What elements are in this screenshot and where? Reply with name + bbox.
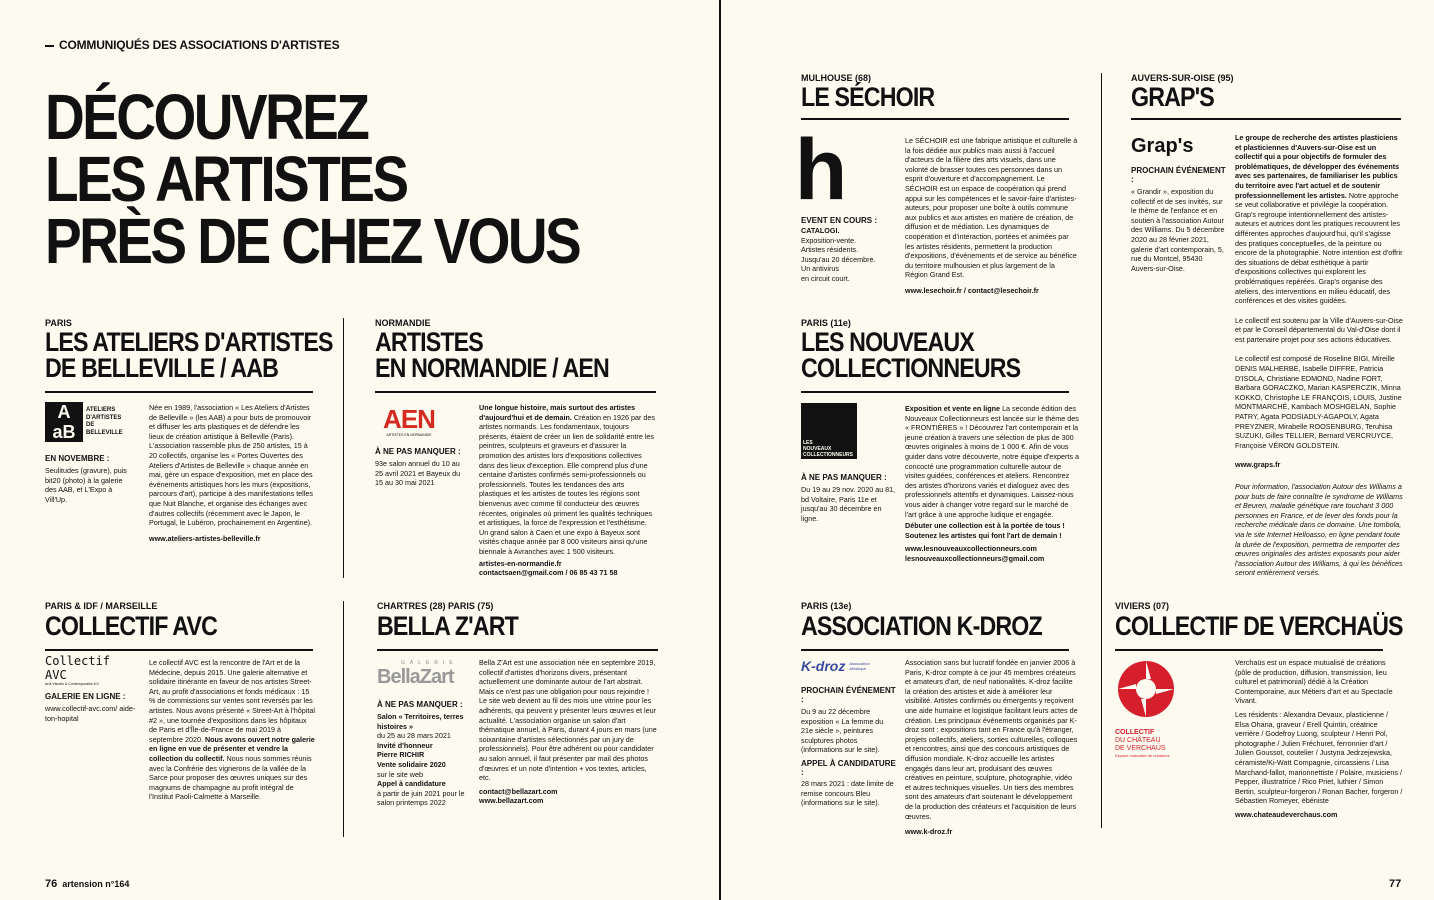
section-aab bbox=[45, 318, 333, 393]
aab-side bbox=[45, 402, 135, 504]
avc-logo: Collectif AVC Arts Visuels & Contemporains 6.0 bbox=[45, 654, 111, 686]
section-city: AUVERS-SUR-OISE (95) bbox=[1131, 73, 1234, 83]
section-sechoir bbox=[801, 73, 1069, 120]
column-divider bbox=[1101, 73, 1102, 828]
kdroz-side-text-2: 28 mars 2021 : date limite de remise concours Bleu (informations sur le site). bbox=[801, 778, 894, 808]
aen-side-text: 93e salon annuel du 10 au 25 avril 2021 et Bayeux du 15 au 30 mai 2021 bbox=[375, 459, 461, 488]
sechoir-side-text: CATALOGI. Exposition-vente. Artistes résidents. Jusqu'au 20 décembre. Un antivirus en circuit court. bbox=[801, 226, 876, 283]
section-collectionneurs bbox=[801, 318, 1069, 393]
collectionneurs-label: À NE PAS MANQUER : bbox=[801, 473, 887, 482]
section-title: LE SÉCHOIR bbox=[801, 82, 935, 112]
aen-body: Une longue histoire, mais surtout des artistes d'aujourd'hui et de demain. Création en 1926 par des artistes normands. Les fondamentaux, toujours présents, étaient de créer un lien de solidarité entre les peintres, sculpteurs et graveurs et d'assurer la promotion des artistes lors d'expositions collectives dans des lieux d'exception. Elle comprend plus d'une centaine d'artistes confirmés semi-professionnels ou professionnels. Toutes les tendances des arts plastiques et les artistes de toutes les régions sont bienvenus avec comme fil conducteur des œuvres récentes, originales où priment les qualités techniques et artistiques, la force de l'expression et l'esthétisme. Un grand salon à Caen et une expo à Bayeux sont visités chaque année par 8 000 visiteurs ainsi qu'une biennale à Avranches avec 1 500 visiteurs. artistes-en-normandie.fr contactsaen@gmail.com / 06 85 43 71 58 bbox=[479, 403, 655, 578]
section-city: PARIS (11e) bbox=[801, 318, 851, 328]
aen-label: À NE PAS MANQUER : bbox=[375, 447, 461, 456]
sechoir-label: EVENT EN COURS : bbox=[801, 216, 878, 225]
headline bbox=[45, 81, 580, 277]
bellazart-label: À NE PAS MANQUER : bbox=[377, 700, 463, 709]
section-title: COLLECTIF DE VERCHAÜS bbox=[1115, 611, 1403, 641]
kdroz-label: PROCHAIN ÉVÉNEMENT : bbox=[801, 686, 896, 704]
section-city: PARIS bbox=[45, 318, 72, 328]
bellazart-side bbox=[377, 658, 469, 808]
column-divider bbox=[343, 601, 344, 837]
section-aen bbox=[375, 318, 656, 393]
graps-body: Le groupe de recherche des artistes plasticiens et plasticiennes d'Auvers-sur-Oise est un collectif qui a pour objectifs de formuler des problématiques, de développer des événements avec ses partenaires, de familiariser les publics du territoire avec l'art actuel et de soutenir professionnellement les artistes. Notre approche se veut collaborative et privilégie la coopération. Grap's regroupe intentionnellement des artistes-auteurs et autrices dont les pratiques recouvrent les différentes approches d'aujourd'hui, qu'il s'agisse des pratiques conceptuelles, de la peinture ou encore de la photographie. Notre intention est d'offrir des situations de débat esthétique à partir d'expositions collectives qui explorent les problématiques repérées. Grap's organise des ateliers, des interventions en milieu éducatif, des conférences et des visites guidées. Le collectif est soutenu par la Ville d'Auvers-sur-Oise et par le Conseil départemental du Val-d'Oise dont il est partenaire projet pour ses actions éducatives. Le collectif est composé de Roseline BIGI, Mireille DENIS MALHERBE, Isabelle DIFFRE, Patricia D'ISOLA, Christiane EDMOND, Nadine FORT, Barbara GORACZKO, Marian KASPERCZIK, Minna KOKKO, Christophe LE FRANÇOIS, LOUIS, Justine MONTMARCHÉ, Kambach MOSHGELAN, Sophie PATRY, Agata PODSIADLY-AGAPOLY, Agata PREYZNER, Mirabelle ROOSENBURG, Teruhisa SUZUKI, Gilles TELLIER, Bernard VERCRUYCE, Françoise VÉRON GOLDSTEIN. www.graps.fr Pour information, l'association Autour des Williams a pour buts de faire connaître le syndrome de Williams et Beuren, maladie génétique rare touchant 3 000 personnes en France, et de lever des fonds pour la recherche médicale dans ce domaine. Une tombola, via le site Internet Helloasso, en ligne pendant toute la durée de l'exposition, permettra de remporter des œuvres originales des artistes exposants pour aider l'association Autour des Williams, à qui les bénéfices seront entièrement versés. bbox=[1235, 133, 1403, 578]
kdroz-body: Association sans but lucratif fondée en janvier 2006 à Paris, K-droz compte à ce jour 45 membres créateurs et amateurs d'art, de neuf nationalités. K-droz facilite la création des artistes et aide à améliorer leur visibilité. Artistes confirmés ou émergents y reçoivent une aide humaine et logistique facilitant leurs actes de création. Les principaux événements organisés par K-droz sont : expositions tant en France qu'à l'étranger, projets collectifs, ateliers, sorties culturelles, colloques et rencontres, ainsi que des concours artistiques de diffusion mondiale. K-droz accueille les artistes engagés dans leur art, produisant des œuvres créatives en peinture, sculpture, photographie, vidéo et autres techniques visuelles. Un tiers des membres sont des amateurs d'art soutenant le développement de la production des créateurs et l'acquisition de leurs œuvres. www.k-droz.fr bbox=[905, 658, 1078, 837]
aab-logo-mark: A aB bbox=[45, 402, 83, 442]
aab-logo: A aB ATELIERS D'ARTISTES DE BELLEVILLE bbox=[45, 402, 127, 442]
section-title: GRAP'S bbox=[1131, 82, 1214, 112]
section-rule bbox=[375, 391, 656, 393]
bellazart-contact[interactable]: contact@bellazart.com bbox=[479, 786, 558, 796]
section-rule bbox=[45, 391, 313, 393]
section-title: LES NOUVEAUX COLLECTIONNEURS bbox=[801, 327, 1021, 383]
section-city: PARIS & IDF / MARSEILLE bbox=[45, 601, 158, 611]
collectionneurs-logo: LES NOUVEAUX COLLECTIONNEURS bbox=[801, 403, 857, 459]
section-city: MULHOUSE (68) bbox=[801, 73, 872, 83]
verchaus-body: Verchaüs est un espace mutualisé de créations (pôle de production, diffusion, transmission, lieu culturel et patrimonial) dédié à la Création Contemporaine, aux Métiers d'art et au Spectacle Vivant. Les résidents : Alexandra Devaux, plasticienne / Elsa Ohana, graveur / Erell Quintin, créatrice verrière / Godefroy Luong, sculpteur / Henri Pol, photographe / Julien Fréchuret, ferronnier d'art / Julien Goussot, coutelier / Justyna Jedrzejewska, céramiste/Ki-Watt Compagnie, circassiens / Lisa Marchand-fallot, marionnettiste / Polaire, musiciens / Pepper, illustratrice / Rico Priet, luthier / Simon Bertin, sculpteur-forgeron / Ronan Bacher, forgeron / Sébastien Romeyer, ébéniste www.chateaudeverchaus.com bbox=[1235, 658, 1403, 819]
sechoir-side bbox=[794, 122, 896, 284]
section-rule bbox=[801, 649, 1069, 651]
section-graps bbox=[1131, 73, 1401, 120]
headline-line: LES ARTISTES bbox=[45, 143, 407, 215]
graps-logo: Grap's bbox=[1131, 134, 1194, 157]
aab-body: Née en 1989, l'association « Les Ateliers d'Artistes de Belleville » (les AAB) a pour buts de promouvoir et diffuser les arts plastiques et de défendre les lieux de création artistique à Belleville (Paris). L'association rassemble plus de 250 artistes, 15 à 20 collectifs, organise les « Portes Ouvertes des Ateliers d'Artistes de Belleville » chaque année en mai, gère un espace d'exposition, met en place des événements artistiques hors les murs (expositions, parcours d'art), participe à des manifestations telles que Nuit Blanche, et organise des échanges avec d'autres collectifs (récemment avec le Japon, le Portugal, le Lubéron, prochainement en Argentine). www.ateliers-artistes-belleville.fr bbox=[149, 403, 313, 543]
section-title: COLLECTIF AVC bbox=[45, 611, 217, 641]
section-rule bbox=[1131, 118, 1401, 120]
kdroz-logo: K-droz Association Artistique bbox=[801, 658, 870, 674]
section-rule bbox=[45, 649, 313, 651]
graps-url[interactable]: www.graps.fr bbox=[1235, 460, 1281, 470]
section-rule bbox=[801, 118, 1069, 120]
aab-label: EN NOVEMBRE : bbox=[45, 454, 110, 463]
sechoir-url[interactable]: www.lesechoir.fr / contact@lesechoir.fr bbox=[905, 285, 1039, 295]
kdroz-url[interactable]: www.k-droz.fr bbox=[905, 827, 953, 837]
avc-body: Le collectif AVC est la rencontre de l'Art et de la Médecine, depuis 2015. Une galerie alternative et solidaire itinérante en faveur de nos artistes Street-Art, au profit d'associations et fonds médicaux : 15 % de commissions sur ventes sont reversés par les artistes. Nous avons présenté « Street-Art à l'hôpital #2 », une tournée d'expositions dans les hôpitaux de Paris et d'Île-de-France de mai 2019 à septembre 2020. Nous avons ouvert notre galerie en ligne en vue de présenter et vendre la collection du collectif. Nous nous sommes réunis avec la Confrérie des vignerons de la vallée de la Sarce pour proposer des œuvres uniques sur des magnums de champagne au profit intégral de l'Institut Paoli-Calmette à Marseille. bbox=[149, 658, 315, 802]
section-city: VIVIERS (07) bbox=[1115, 601, 1170, 611]
folio-right: 77 bbox=[1389, 878, 1402, 890]
aen-url[interactable]: artistes-en-normandie.fr bbox=[479, 558, 562, 568]
section-title: BELLA Z'ART bbox=[377, 611, 518, 641]
avc-link[interactable]: www.collectif-avc.com/ aide-ton-hopital bbox=[45, 704, 136, 723]
avc-side bbox=[45, 654, 137, 723]
section-title: ARTISTES EN NORMANDIE / AEN bbox=[375, 327, 609, 383]
sechoir-logo: h bbox=[794, 122, 848, 218]
section-verchaus bbox=[1115, 601, 1403, 651]
section-city: PARIS (13e) bbox=[801, 601, 852, 611]
section-avc bbox=[45, 601, 313, 651]
bellazart-side-text: Salon « Territoires, terres histoires » du 25 au 28 mars 2021 Invité d'honneur Pierre RICHIR Vente solidaire 2020 sur le site web Appel à candidature à partir de juin 2021 pour le salon printemps 2022 bbox=[377, 712, 465, 808]
section-kdroz bbox=[801, 601, 1069, 651]
sechoir-body: Le SÉCHOIR est une fabrique artistique et culturelle à la fois dédiée aux publics mais aussi à l'accueil d'acteurs de la filière des arts visuels, dans une volonté de brasser toutes ces personnes dans un esprit d'ouverture et d'accompagnement. Le SÉCHOIR est un espace de coopération qui prend appui sur les compétences et le savoir-faire d'artistes-auteurs, pour proposer une boîte à outils commune aux publics et aux artistes en matière de création, de diffusion et de médiation. Les dynamiques de coopération et d'interaction, portées et animées par les artistes résidents, permettent la production d'expositions, d'événements et de service au bénéfice du territoire mulhousien et plus largement de la Région Grand Est. www.lesechoir.fr / contact@lesechoir.fr bbox=[905, 136, 1078, 295]
folio-left: 76 artension n°164 bbox=[45, 878, 130, 890]
section-rule bbox=[801, 391, 1069, 393]
aen-logo: AEN ARTISTES EN NORMANDIE bbox=[383, 404, 435, 437]
kdroz-side-text: Du 9 au 22 décembre exposition « La femme du 21e siècle », peintures sculptures photos (informations sur le site). bbox=[801, 707, 884, 755]
verchaus-logo-text: COLLECTIF DU CHÂTEAU DE VERCHAÜS Espace mutualisé de créations bbox=[1115, 729, 1170, 758]
avc-label: GALERIE EN LIGNE : bbox=[45, 692, 126, 701]
kdroz-side bbox=[801, 658, 896, 808]
verchaus-logo-icon bbox=[1115, 658, 1177, 720]
aen-side bbox=[375, 403, 467, 488]
section-city: NORMANDIE bbox=[375, 318, 431, 328]
section-title: ASSOCIATION K-DROZ bbox=[801, 611, 1042, 641]
collectionneurs-contact[interactable]: lesnouveauxcollectionneurs@gmail.com bbox=[905, 553, 1045, 563]
headline-line: PRÈS DE CHEZ VOUS bbox=[45, 205, 580, 277]
section-title: LES ATELIERS D'ARTISTES DE BELLEVILLE / AAB bbox=[45, 327, 333, 383]
aen-contact[interactable]: contactsaen@gmail.com / 06 85 43 71 58 bbox=[479, 568, 618, 578]
collectionneurs-body: Exposition et vente en ligne La seconde édition des Nouveaux Collectionneurs est lancée sur le thème des « FRONTIÈRES » ! Découvrez l'art contemporain et la jeune création à travers une sélection de plus de 300 œuvres originales à moins de 1 000 €. Afin de vous guider dans votre découverte, notre équipe d'experts a concocté une programmation culturelle autour de visites guidées, conférences et ateliers. Rencontrez des artistes d'horizons variés et dialoguez avec des professionnels attentifs et dynamiques. Laissez-nous vous aider à changer votre regard sur le marché de l'art grâce à une approche ludique et engagée. Débuter une collection est à la portée de tous ! Soutenez les artistes qui font l'art de demain ! www.lesnouveauxcollectionneurs.com lesnouveauxcollectionneurs@gmail.com bbox=[905, 404, 1079, 563]
aab-side-text: Seulitudes (gravure), puis bit20 (photo) à la galerie des AAB, et L'Expo à Vill'Up. bbox=[45, 466, 127, 504]
column-divider bbox=[343, 318, 344, 578]
verchaus-side bbox=[1115, 658, 1215, 758]
bellazart-logo: GALERIE BellaZart bbox=[377, 659, 458, 688]
collectionneurs-side bbox=[801, 403, 896, 523]
collectionneurs-side-text: Du 19 au 29 nov. 2020 au 81, bd Voltaire, Paris 11e et jusqu'au 30 décembre en ligne. bbox=[801, 485, 896, 523]
graps-side bbox=[1131, 134, 1226, 273]
headline-line: DÉCOUVREZ bbox=[45, 81, 368, 153]
aab-url[interactable]: www.ateliers-artistes-belleville.fr bbox=[149, 533, 261, 543]
section-rule bbox=[377, 649, 658, 651]
kdroz-label-2: APPEL À CANDIDATURE : bbox=[801, 758, 896, 777]
verchaus-url[interactable]: www.chateaudeverchaus.com bbox=[1235, 809, 1338, 819]
graps-label: PROCHAIN ÉVÉNEMENT : bbox=[1131, 166, 1226, 184]
right-page bbox=[721, 0, 1434, 900]
graps-side-text: « Grandir », exposition du collectif et de ses invités, sur le thème de l'enfance et en soutien à l'association Autour des Williams. Du 5 décembre 2020 au 28 février 2021, galerie d'art contemporain, 5, rue du Montcel, 95430 Auvers-sur-Oise. bbox=[1131, 187, 1225, 273]
section-city: CHARTRES (28) PARIS (75) bbox=[377, 601, 494, 611]
bellazart-body: Bella Z'Art est une association née en septembre 2019, collectif d'artistes d'horizons divers, présentant actuellement une dominante autour de l'art abstrait. Mais ce n'est pas une obligation pour nous rejoindre ! Le site web devient au fil des mois une vitrine pour les adhérents, qui peuvent y présenter leurs œuvres et leur actualité. L'association organise un salon d'art thématique annuel, à Paris, durant 4 jours en mars (une soixantaine d'artistes sélectionnés par un jury de professionnels). Pour être adhérent ou pour candidater au salon annuel, il faut présenter par mail des photos d'œuvres et un note d'intention + vos textes, articles, etc. contact@bellazart.com www.bellazart.com bbox=[479, 658, 657, 806]
running-head: COMMUNIQUÉS DES ASSOCIATIONS D'ARTISTES bbox=[45, 38, 339, 52]
collectionneurs-url[interactable]: www.lesnouveauxcollectionneurs.com bbox=[905, 544, 1037, 554]
section-rule bbox=[1115, 649, 1383, 651]
bellazart-url[interactable]: www.bellazart.com bbox=[479, 796, 544, 806]
section-bellazart bbox=[377, 601, 658, 651]
